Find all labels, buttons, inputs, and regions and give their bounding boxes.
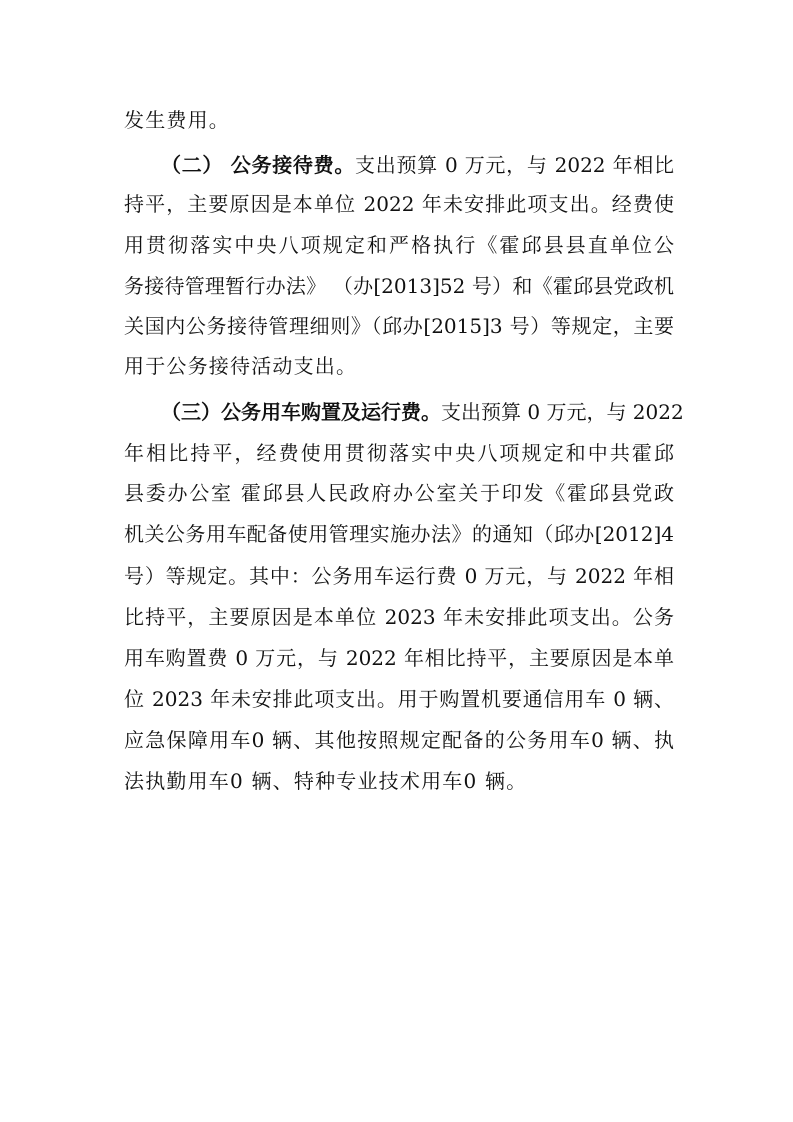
line-text: 持平，主要原因是本单位 2022 年未安排此项支出。经费使 xyxy=(124,192,674,216)
paragraph-line xyxy=(124,306,674,346)
line-text: 年相比持平，经费使用贯彻落实中央八项规定和中共霍邱 xyxy=(124,441,674,465)
line-text: 发生费用。 xyxy=(124,108,230,132)
paragraph-line xyxy=(124,100,674,140)
line-text: 关国内公务接待管理细则》（邱办[2015]3 号）等规定，主要 xyxy=(124,314,674,338)
line-text: 用于公务接待活动支出。 xyxy=(124,354,358,378)
paragraph-line xyxy=(124,433,674,473)
line-text: 支出预算 0 万元，与 2022 年相比 xyxy=(355,153,674,177)
line-text: 法执勤用车0 辆、特种专业技术用车0 辆。 xyxy=(124,769,528,793)
line-text: 号）等规定。其中：公务用车运行费 0 万元，与 2022 年相 xyxy=(124,564,674,588)
paragraph-line xyxy=(124,597,674,637)
paragraph-line xyxy=(124,761,674,801)
line-text: 位 2023 年未安排此项支出。用于购置机要通信用车 0 辆、 xyxy=(124,687,674,711)
paragraph-line xyxy=(124,184,674,224)
paragraph-line xyxy=(124,720,674,760)
section-heading-reception: （二） 公务接待费。 xyxy=(161,153,356,177)
paragraph-line xyxy=(124,225,674,265)
paragraph-line xyxy=(124,346,674,386)
line-text: 机关公务用车配备使用管理实施办法》的通知（邱办[2012]4 xyxy=(124,522,674,546)
paragraph-line xyxy=(124,556,674,596)
paragraph-heading-line xyxy=(161,392,684,432)
paragraph-line xyxy=(124,638,674,678)
line-text: 用贯彻落实中央八项规定和严格执行《霍邱县县直单位公 xyxy=(124,233,674,257)
paragraph-line xyxy=(124,473,674,513)
paragraph-line xyxy=(124,266,674,306)
line-text: 务接待管理暂行办法》 （办[2013]52 号）和《霍邱县党政机 xyxy=(124,274,674,298)
line-text: 支出预算 0 万元，与 2022 xyxy=(441,400,684,424)
paragraph-heading-line xyxy=(161,145,674,185)
line-text: 比持平，主要原因是本单位 2023 年未安排此项支出。公务 xyxy=(124,605,674,629)
section-heading-vehicles: （三）公务用车购置及运行费。 xyxy=(161,400,441,424)
paragraph-line xyxy=(124,679,674,719)
line-text: 用车购置费 0 万元，与 2022 年相比持平，主要原因是本单 xyxy=(124,646,674,670)
line-text: 县委办公室 霍邱县人民政府办公室关于印发《霍邱县党政 xyxy=(124,481,674,505)
paragraph-line xyxy=(124,514,674,554)
line-text: 应急保障用车0 辆、其他按照规定配备的公务用车0 辆、执 xyxy=(124,728,674,752)
